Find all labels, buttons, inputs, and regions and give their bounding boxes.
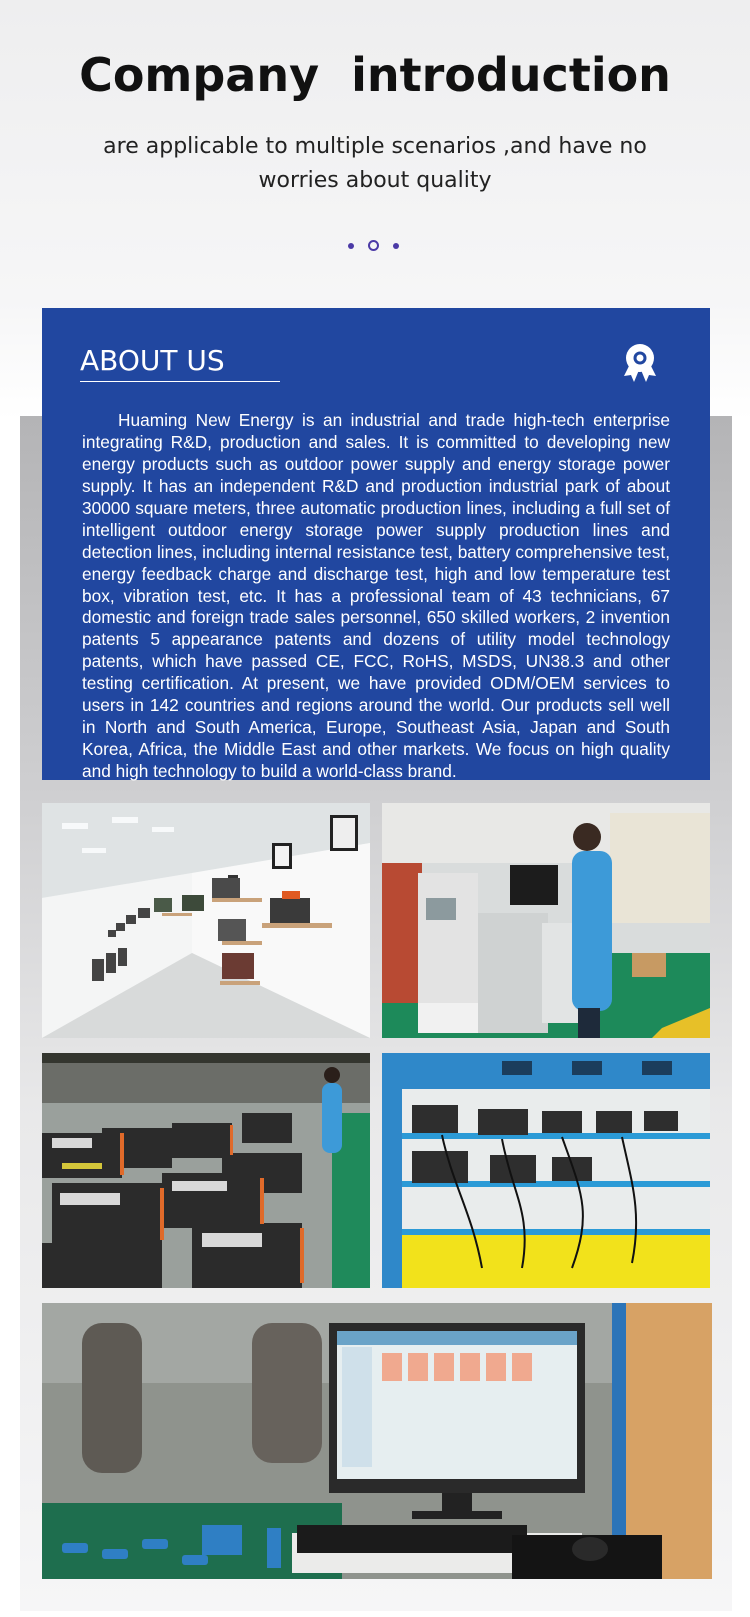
photo-test-machine	[382, 803, 710, 1038]
dot-indicator[interactable]	[348, 243, 354, 249]
page-title: Company introduction	[79, 48, 671, 102]
about-description: Huaming New Energy is an industrial and trade high-tech enterprise integrating R&D, production and sales. It is committed to developing new energy products such as outdoor power supply and energy storage power supply. It has an independent R&D and production industrial park of about 30000 square meters, three automatic production lines, including a full set of intelligent outdoor energy storage power supply production lines and detection lines, including internal resistance test, battery comprehensive test, energy feedback charge and discharge test, high and low temperature test box, vibration test, etc. It has a professional team of 43 technicians, 67 domestic and foreign trade sales personnel, 650 skilled workers, 2 invention patents 5 appearance patents and dozens of utility model technology patents, which have passed CE, FCC, RoHS, MSDS, UN38.3 and other testing certification. At present, we have provided ODM/OEM services to users in 142 countries and regions around the world. Our products sell well in North and South America, Europe, Southeast Asia, Japan and South Korea, Africa, the Middle East and other markets. We focus on high quality and high technology to build a world-class brand.	[82, 410, 670, 781]
carousel-dots	[0, 240, 750, 252]
photo-showroom	[42, 803, 370, 1038]
photo-computer-station	[42, 1303, 712, 1579]
heading-underline	[80, 381, 280, 382]
photo-production-line	[42, 1053, 370, 1288]
award-ribbon-icon	[620, 342, 660, 384]
dot-indicator-active[interactable]	[368, 240, 379, 251]
dot-indicator[interactable]	[393, 243, 399, 249]
photo-testing-rack	[382, 1053, 710, 1288]
page-subtitle: are applicable to multiple scenarios ,and have no worries about quality	[103, 134, 647, 193]
about-heading: ABOUT US	[80, 344, 225, 377]
about-us-panel	[42, 308, 710, 780]
